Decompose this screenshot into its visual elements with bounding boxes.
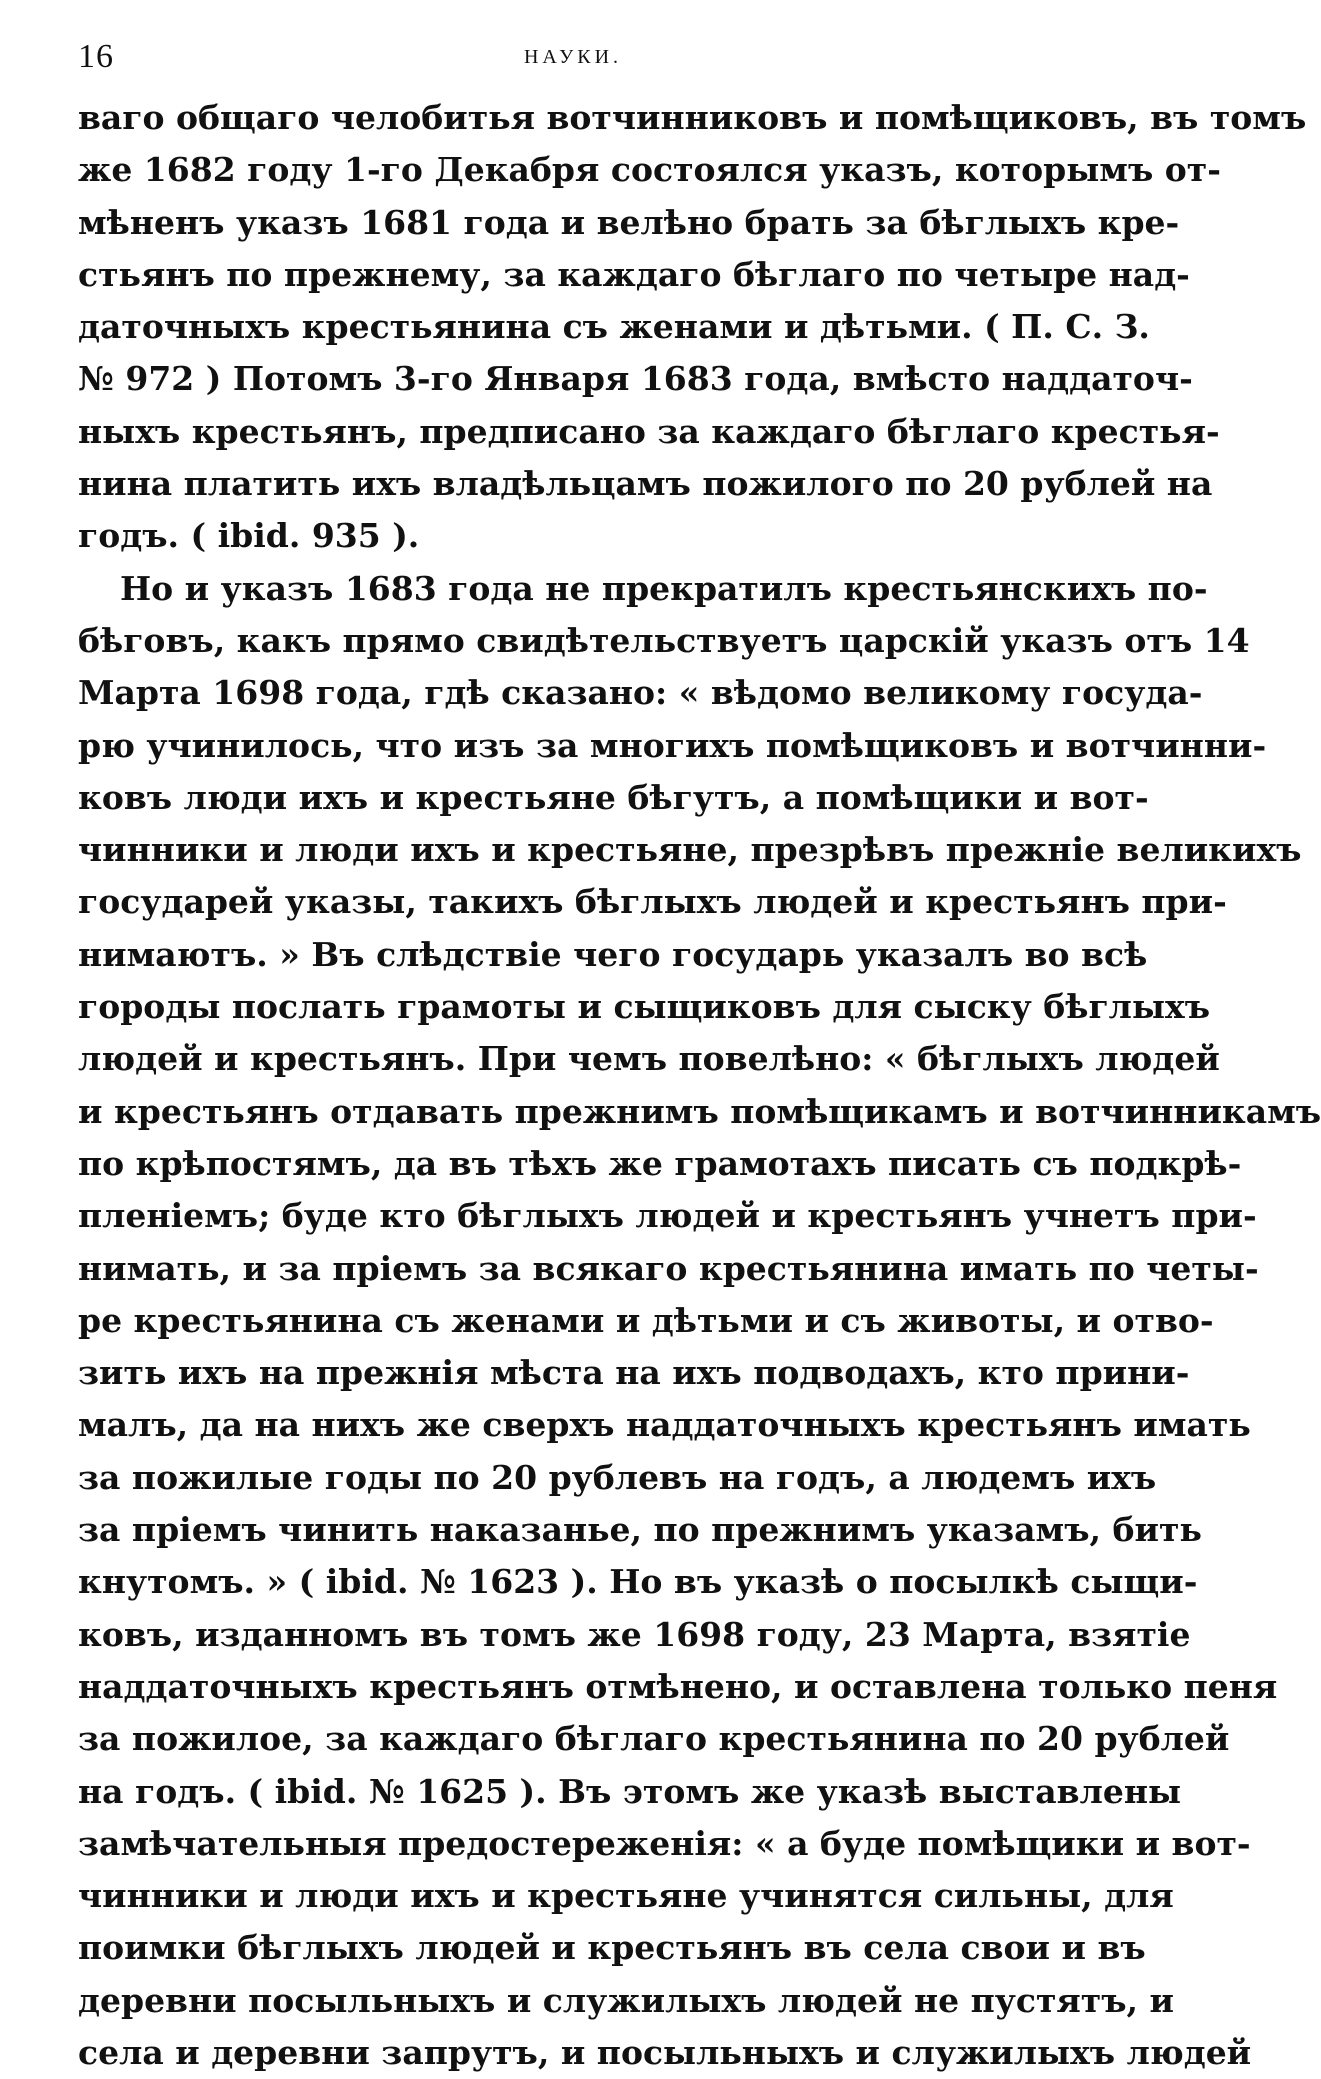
text-line: замѣчательныя предостереженія: « а буде помѣщики и вот- <box>78 1823 1251 1863</box>
text-line: ковъ, изданномъ въ томъ же 1698 году, 23 Марта, взятіе <box>78 1614 1191 1654</box>
text-line: и крестьянъ отдавать прежнимъ помѣщикамъ и вотчинникамъ <box>78 1091 1321 1131</box>
text-line: чинники и люди ихъ и крестьяне учинятся сильны, для <box>78 1876 1174 1916</box>
text-line: кнутомъ. » ( ibid. № 1623 ). Но въ указѣ о посылкѣ сыщи- <box>78 1562 1198 1602</box>
running-head <box>78 38 1068 78</box>
text-line: пленіемъ; буде кто бѣглыхъ людей и крестьянъ учнетъ при- <box>78 1196 1257 1236</box>
text-line: нимать, и за пріемъ за всякаго крестьянина имать по четы- <box>78 1248 1259 1288</box>
text-line: ковъ люди ихъ и крестьяне бѣгутъ, а помѣщики и вот- <box>78 777 1149 817</box>
text-line: даточныхъ крестьянина съ женами и дѣтьми. ( П. С. З. <box>78 307 1150 347</box>
text-line: на годъ. ( ibid. № 1625 ). Въ этомъ же указѣ выставлены <box>78 1771 1182 1811</box>
text-line: № 972 ) Потомъ 3-го Января 1683 года, вмѣсто наддаточ- <box>78 359 1193 399</box>
text-line: села и деревни запрутъ, и посыльныхъ и служилыхъ людей <box>78 2032 1252 2072</box>
text-line: рю учинилось, что изъ за многихъ помѣщиковъ и вотчинни- <box>78 725 1267 765</box>
text-line: наддаточныхъ крестьянъ отмѣнено, и оставлена только пеня <box>78 1666 1278 1706</box>
text-line: же 1682 году 1-го Декабря состоялся указъ, которымъ от- <box>78 150 1221 190</box>
text-line: ныхъ крестьянъ, предписано за каждаго бѣглаго крестья- <box>78 411 1220 451</box>
text-line: городы послать грамоты и сыщиковъ для сыску бѣглыхъ <box>78 987 1211 1027</box>
text-line: мѣненъ указъ 1681 года и велѣно брать за бѣглыхъ кре- <box>78 202 1180 242</box>
text-line: бѣговъ, какъ прямо свидѣтельствуетъ царскій указъ отъ 14 <box>78 620 1250 660</box>
text-line: нимаютъ. » Въ слѣдствіе чего государь указалъ во всѣ <box>78 934 1148 974</box>
text-line: за пріемъ чинить наказанье, по прежнимъ указамъ, бить <box>78 1510 1202 1550</box>
text-line: за пожилое, за каждаго бѣглаго крестьянина по 20 рублей <box>78 1719 1230 1759</box>
text-line: за пожилые годы по 20 рублевъ на годъ, а людемъ ихъ <box>78 1457 1157 1497</box>
text-line: людей и крестьянъ. При чемъ повелѣно: « бѣглыхъ людей <box>78 1039 1220 1079</box>
text-line: деревни посыльныхъ и служилыхъ людей не пустятъ, и <box>78 1980 1175 2020</box>
text-line: стьянъ по прежнему, за каждаго бѣглаго по четыре над- <box>78 254 1190 294</box>
text-line: ваго общаго челобитья вотчинниковъ и помѣщиковъ, въ томъ <box>78 98 1307 137</box>
text-line: Марта 1698 года, гдѣ сказано: « вѣдомо великому госуда- <box>78 673 1203 713</box>
text-line: по крѣпостямъ, да въ тѣхъ же грамотахъ писать съ подкрѣ- <box>78 1143 1242 1183</box>
section-title: НАУКИ. <box>523 46 623 68</box>
text-line: поимки бѣглыхъ людей и крестьянъ въ села свои и въ <box>78 1928 1146 1968</box>
body-text <box>78 92 1321 2079</box>
text-line: ре крестьянина съ женами и дѣтьми и съ животы, и отво- <box>78 1300 1214 1340</box>
text-line: государей указы, такихъ бѣглыхъ людей и крестьянъ при- <box>78 882 1227 922</box>
paragraph-start-line: Но и указъ 1683 года не прекратилъ крестьянскихъ по- <box>120 568 1208 608</box>
text-line: малъ, да на нихъ же сверхъ наддаточныхъ крестьянъ имать <box>78 1405 1251 1445</box>
paragraph-end-line: годъ. ( ibid. 935 ). <box>78 516 420 556</box>
text-line: зить ихъ на прежнія мѣста на ихъ подводахъ, кто прини- <box>78 1353 1190 1393</box>
text-line: чинники и люди ихъ и крестьяне, презрѣвъ прежніе великихъ <box>78 830 1302 870</box>
text-line: нина платить ихъ владѣльцамъ пожилого по 20 рублей на <box>78 464 1213 504</box>
page-number: 16 <box>78 38 114 75</box>
